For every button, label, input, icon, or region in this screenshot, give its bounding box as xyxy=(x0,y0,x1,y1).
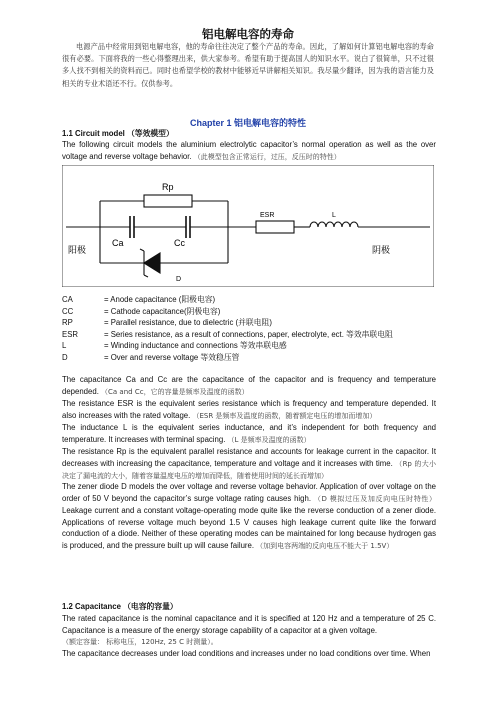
definition-row xyxy=(62,352,442,364)
p5-en: The zener diode D models the over voltage and reverse voltage behavior. Application of over voltage on the order of 50 V beyond the capacitor’s surge voltage rating causes high. xyxy=(62,482,436,503)
section-1-1-text xyxy=(62,139,436,163)
section-1-2-cn-line xyxy=(62,636,436,649)
p5-cn2: （加到电容两端的反向电压不能大于 1.5V） xyxy=(256,541,394,550)
section-1-2-text2 xyxy=(62,648,436,660)
p4-en: The resistance Rp is the equivalent parallel resistance and accounts for leakage current in the capacitor. It decreases with increasing the capacitance, temperature and voltage and it increases with time. xyxy=(62,447,436,468)
intro-paragraph: 电源产品中经常用到铝电解电容，他的寿命往往决定了整个产品的寿命。因此，了解如何计算铝电解电容的寿命很有必要。下面将我的一些心得整理出来，供大家参考。希望有助于提高国人的知识水平。说白了很简单，只不过很多人找不到相关的资料而已。同时也希望学校的教材中能够近早讲解相关知识。我尽量少翻译，因为我的语言能力及相关的专业术语还不行。仅供参考。 xyxy=(62,42,434,88)
label-cc: Cc xyxy=(174,238,185,248)
page-title: 铝电解电容的寿命 xyxy=(202,27,294,41)
label-esr: ESR xyxy=(260,212,275,219)
definition-symbol: ESR xyxy=(62,329,79,339)
definition-text: = Over and reverse voltage 等效稳压管 xyxy=(104,352,240,362)
p4-cn: （Rp 的大小决定了漏电流的大小，随着容量温度电压的增加而降低，随着使用时间的延长而增加） xyxy=(62,459,436,480)
section-heading-1-1: 1.1 Circuit model （等效模型） xyxy=(62,129,174,138)
paragraph-zener xyxy=(62,481,436,552)
definition-text: = Series resistance, as a result of connections, paper, electrolyte, ect. 等效串联电阻 xyxy=(104,329,393,339)
definition-row xyxy=(62,294,442,306)
label-d: D xyxy=(176,276,182,283)
definition-row xyxy=(62,340,442,352)
definition-row xyxy=(62,329,442,341)
section-1-2-en2: The capacitance decreases under load conditions and increases under no load conditions over time. When xyxy=(62,649,431,658)
definition-text: = Cathode capacitance(阴极电容) xyxy=(104,306,221,316)
esr-resistor xyxy=(256,221,294,233)
definition-symbol: L xyxy=(62,341,67,350)
p5-en2: Leakage current and a constant voltage-operating mode quite like the reverse conduction of a zener diode. Applications of reverse voltage much beyond 1.5 V causes high leakage current quite like the forward conduction of a diode. Neither of these operating modes can be maintained for long because hydrogen gas is produced, and the pressure built up will cause failure. xyxy=(62,506,436,550)
section-1-2-text xyxy=(62,613,436,636)
p2-en: The resistance ESR is the equivalent series resistance which is frequency and temperature depended. It also increases with the rated voltage. xyxy=(62,399,436,420)
definition-text: = Parallel resistance, due to dielectric (并联电阻) xyxy=(104,318,272,327)
p5-cn: （D 模拟过压及加反向电压时特性） xyxy=(313,494,436,503)
label-anode: 阳极 xyxy=(68,246,87,256)
p2-cn: （ESR 是频率及温度的函数，随着额定电压的增加而增加） xyxy=(192,411,377,420)
section-1-2-en: The rated capacitance is the nominal capacitance and it is specified at 120 Hz and a temperature of 25 C. Capacitance is a measure of the energy storage capability of a capacitor at a given voltage. xyxy=(62,614,436,635)
paragraph-esr xyxy=(62,398,436,422)
paragraph-inductance xyxy=(62,422,436,446)
p3-cn: （L 是频率及温度的函数） xyxy=(227,435,311,444)
rp-resistor xyxy=(144,195,192,207)
definition-row xyxy=(62,306,442,318)
definition-symbol: CC xyxy=(62,306,74,316)
p1-en: The capacitance Ca and Cc are the capacitance of the capacitor and is frequency and temperature depended. xyxy=(62,375,436,396)
label-rp: Rp xyxy=(162,182,174,192)
definition-symbol: D xyxy=(62,352,68,362)
p1-cn: （Ca and Cc，它的容量是频率及温度的函数） xyxy=(101,387,249,396)
section-1-2-cn: （额定容量： 标称电压，120Hz, 25 C 时测量）。 xyxy=(62,638,218,646)
definition-text: = Winding inductance and connections 等效串联电感 xyxy=(104,341,287,350)
circuit-frame xyxy=(62,165,434,287)
label-l: L xyxy=(332,212,336,219)
circuit-diagram xyxy=(62,165,434,287)
chapter-heading: Chapter 1 铝电解电容的特性 xyxy=(189,118,306,128)
definition-symbol: RP xyxy=(62,318,73,327)
label-ca: Ca xyxy=(112,238,124,248)
label-cathode: 阴极 xyxy=(372,246,391,256)
paragraph-rp xyxy=(62,446,436,483)
section-1-1-cn: （此模型包含正常运行，过压，反压时的特性） xyxy=(193,152,341,161)
paragraph-capacitance-ca-cc xyxy=(62,374,436,398)
section-heading-1-2: 1.2 Capacitance （电容的容量） xyxy=(62,602,178,611)
section-1-1-en: The following circuit models the aluminium electrolytic capacitor’s normal operation as well as the over voltage and reverse voltage behavior. xyxy=(62,140,436,161)
definition-text: = Anode capacitance (阳极电容) xyxy=(104,295,216,304)
p3-en: The inductance L is the equivalent series inductance, and it’s independent for both frequency and temperature. It increases with terminal spacing. xyxy=(62,423,436,444)
definition-row xyxy=(62,317,442,329)
definition-symbol: CA xyxy=(62,295,73,304)
definitions-list xyxy=(62,294,442,363)
